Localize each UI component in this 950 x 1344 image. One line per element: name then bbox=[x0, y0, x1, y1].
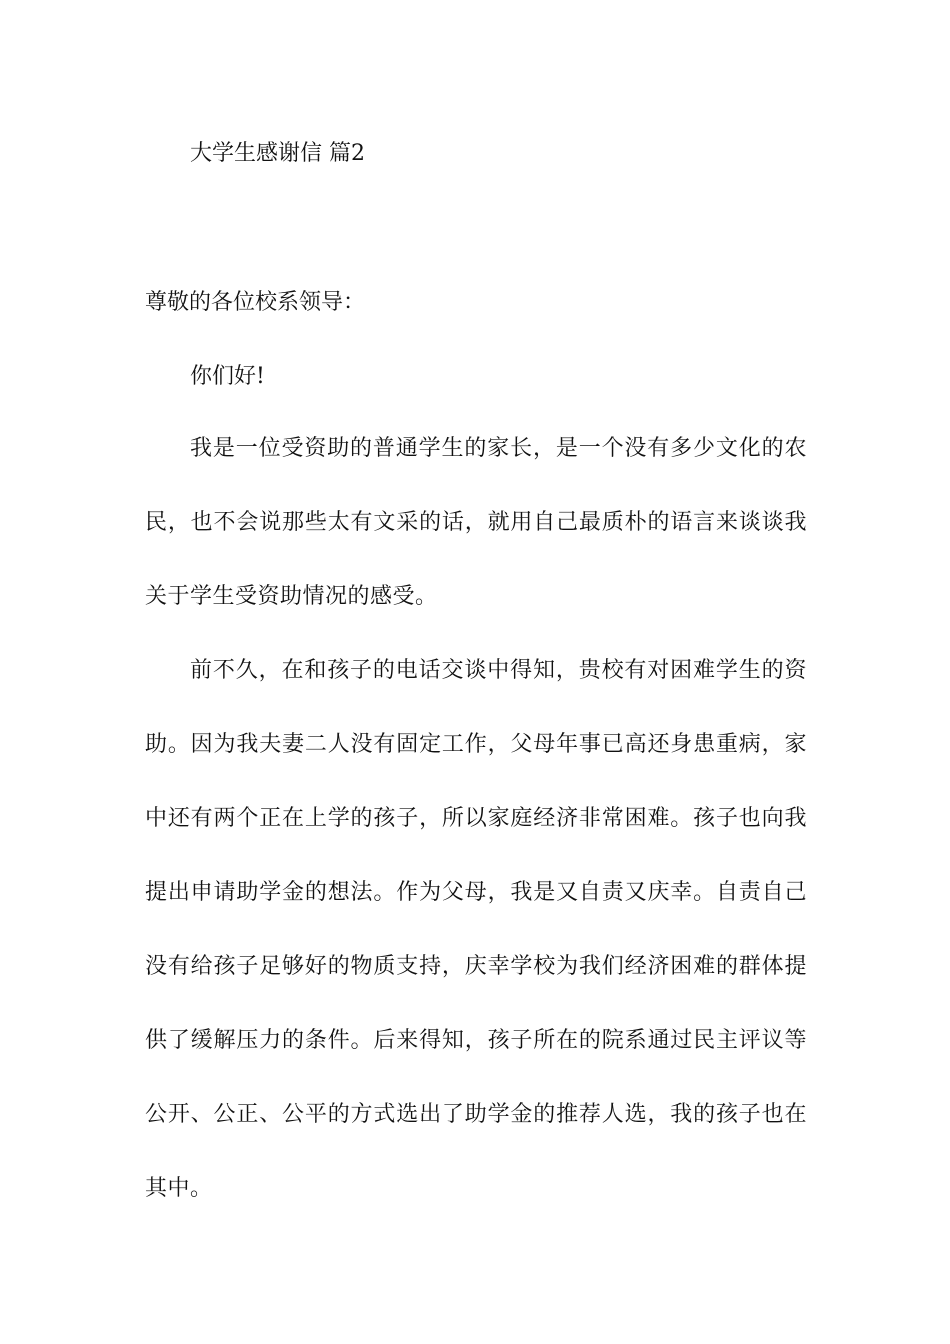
body-paragraph: 前不久，在和孩子的电话交谈中得知，贵校有对困难学生的资助。因为我夫妻二人没有固定工作，父母年事已高还身患重病，家中还有两个正在上学的孩子，所以家庭经济非常困难。孩子也向我提出申请助学金的想法。作为父母，我是又自责又庆幸。自责自己没有给孩子足够好的物质支持，庆幸学校为我们经济困难的群体提供了缓解压力的条件。后来得知，孩子所在的院系通过民主评议等公开、公正、公平的方式选出了助学金的推荐人选，我的孩子也在其中。 bbox=[145, 658, 807, 1201]
salutation: 尊敬的各位校系领导： bbox=[145, 290, 366, 315]
body-paragraph: 我是一位受资助的普通学生的家长，是一个没有多少文化的农民，也不会说那些太有文采的话，就用自己最质朴的语言来谈谈我关于学生受资助情况的感受。 bbox=[145, 436, 807, 609]
document-title: 大学生感谢信 篇2 bbox=[190, 141, 365, 166]
greeting: 你们好! bbox=[190, 364, 265, 389]
